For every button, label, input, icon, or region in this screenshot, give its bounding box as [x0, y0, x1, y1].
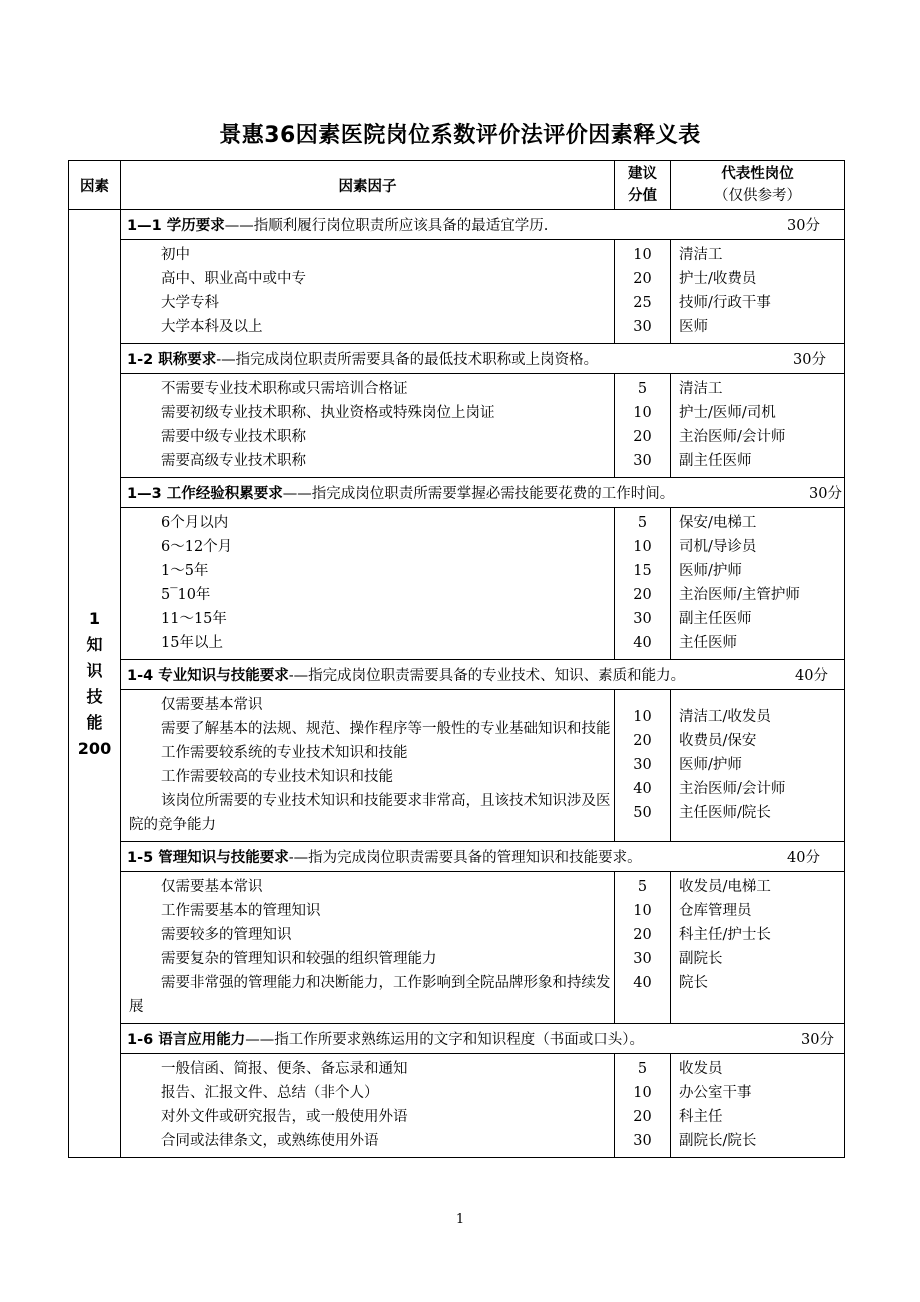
score-value: 10	[633, 405, 652, 421]
score-value: 30	[633, 951, 652, 967]
roles-cell	[671, 690, 845, 842]
section-heading	[121, 1024, 845, 1054]
category-char: 能	[86, 712, 103, 732]
category-char: 识	[86, 660, 103, 680]
items-cell	[121, 374, 615, 478]
list-item: 报告、汇报文件、总结（非个人）	[161, 1085, 379, 1101]
score-value: 50	[633, 805, 652, 821]
role-item: 护士/收费员	[679, 271, 757, 287]
list-item: 初中	[161, 247, 190, 263]
items-cell	[121, 872, 615, 1024]
score-value: 5	[637, 515, 648, 531]
section-row	[69, 210, 845, 240]
role-item: 副主任医师	[679, 453, 752, 469]
category-number: 1	[88, 608, 101, 628]
section-row	[69, 478, 845, 508]
score-value: 20	[633, 733, 652, 749]
list-item: 需要非常强的管理能力和决断能力，工作影响到全院品牌形象和持续发展	[129, 975, 611, 1015]
header-role-title: 代表性岗位	[721, 166, 794, 182]
page-number: 1	[455, 1212, 465, 1227]
role-item: 技师/行政干事	[679, 295, 771, 311]
values-cell	[615, 690, 671, 842]
role-item: 护士/医师/司机	[679, 405, 776, 421]
role-item: 主治医师/主管护师	[679, 587, 800, 603]
category-score: 200	[77, 738, 112, 758]
section-row	[69, 1024, 845, 1054]
section-heading	[121, 344, 845, 374]
items-cell	[121, 1054, 615, 1158]
score-value: 30	[633, 453, 652, 469]
score-value: 30	[633, 757, 652, 773]
score-value: 10	[633, 539, 652, 555]
role-item: 副院长	[679, 951, 723, 967]
values-cell	[615, 508, 671, 660]
list-item: 需要初级专业技术职称、执业资格或特殊岗位上岗证	[161, 405, 495, 421]
roles-cell	[671, 1054, 845, 1158]
list-item: 高中、职业高中或中专	[161, 271, 306, 287]
role-item: 收费员/保安	[679, 733, 757, 749]
score-value: 10	[633, 247, 652, 263]
section-title: 1-2 职称要求	[127, 352, 217, 368]
header-role-note: （仅供参考）	[714, 188, 801, 204]
role-item: 医师/护师	[679, 563, 742, 579]
section-title: 1-4 专业知识与技能要求	[127, 668, 289, 684]
section-points: 30分	[793, 352, 826, 368]
role-item: 司机/导诊员	[679, 539, 757, 555]
values-cell	[615, 374, 671, 478]
role-item: 收发员	[679, 1061, 723, 1077]
section-description: -—指完成岗位职责所需要具备的最低技术职称或上岗资格。	[216, 352, 599, 368]
section-title: 1-5 管理知识与技能要求	[127, 850, 289, 866]
section-title: 1—3 工作经验积累要求	[127, 486, 283, 502]
roles-cell	[671, 374, 845, 478]
list-item: 工作需要较系统的专业技术知识和技能	[161, 745, 408, 761]
list-item: 需要复杂的管理知识和较强的组织管理能力	[161, 951, 437, 967]
score-value: 20	[633, 587, 652, 603]
score-value: 25	[633, 295, 652, 311]
section-body	[69, 872, 845, 1024]
values-cell	[615, 1054, 671, 1158]
list-item: 仅需要基本常识	[161, 879, 263, 895]
values-cell	[615, 872, 671, 1024]
list-item: 该岗位所需要的专业技术知识和技能要求非常高，且该技术知识涉及医院的竞争能力	[129, 793, 611, 833]
list-item: 15年以上	[161, 635, 223, 651]
section-body	[69, 690, 845, 842]
list-item: 工作需要基本的管理知识	[161, 903, 321, 919]
list-item: 合同或法律条文，或熟练使用外语	[161, 1133, 379, 1149]
score-value: 20	[633, 271, 652, 287]
roles-cell	[671, 240, 845, 344]
category-cell	[69, 210, 121, 1158]
list-item: 需要较多的管理知识	[161, 927, 292, 943]
role-item: 科主任/护士长	[679, 927, 771, 943]
role-item: 主任医师	[679, 635, 737, 651]
list-item: 11～15年	[161, 611, 227, 627]
score-value: 15	[633, 563, 652, 579]
header-role	[671, 161, 845, 210]
section-row	[69, 842, 845, 872]
section-heading	[121, 210, 845, 240]
role-item: 清洁工	[679, 381, 723, 397]
list-item: 需要中级专业技术职称	[161, 429, 306, 445]
role-item: 仓库管理员	[679, 903, 752, 919]
score-value: 5	[637, 381, 648, 397]
list-item: 1～5年	[161, 563, 209, 579]
list-item: 大学本科及以上	[161, 319, 263, 335]
section-heading	[121, 660, 845, 690]
role-item: 院长	[679, 975, 708, 991]
score-value: 10	[633, 709, 652, 725]
score-value: 30	[633, 1133, 652, 1149]
score-value: 30	[633, 611, 652, 627]
list-item: 需要了解基本的法规、规范、操作程序等一般性的专业基础知识和技能	[161, 721, 611, 737]
table-header-row	[69, 161, 845, 210]
roles-cell	[671, 508, 845, 660]
page-title: 景惠36因素医院岗位系数评价法评价因素释义表	[219, 123, 701, 148]
section-body	[69, 508, 845, 660]
role-item: 办公室干事	[679, 1085, 752, 1101]
section-points: 30分	[787, 218, 820, 234]
category-char: 技	[86, 686, 103, 706]
items-cell	[121, 508, 615, 660]
section-description: ——指工作所要求熟练运用的文字和知识程度（书面或口头）。	[245, 1032, 644, 1048]
score-value: 20	[633, 927, 652, 943]
section-body	[69, 1054, 845, 1158]
section-row	[69, 660, 845, 690]
score-value: 10	[633, 903, 652, 919]
section-description: -—指完成岗位职责需要具备的专业技术、知识、素质和能力。	[288, 668, 686, 684]
role-item: 主治医师/会计师	[679, 781, 786, 797]
list-item: 6个月以内	[161, 515, 229, 531]
section-points: 30分	[809, 486, 842, 502]
category-char: 知	[86, 634, 103, 654]
section-points: 40分	[795, 668, 828, 684]
list-item: 对外文件或研究报告，或一般使用外语	[161, 1109, 408, 1125]
score-value: 40	[633, 975, 652, 991]
list-item: 工作需要较高的专业技术知识和技能	[161, 769, 393, 785]
section-heading	[121, 842, 845, 872]
score-value: 10	[633, 1085, 652, 1101]
roles-cell	[671, 872, 845, 1024]
score-value: 20	[633, 429, 652, 445]
role-item: 主治医师/会计师	[679, 429, 786, 445]
section-points: 40分	[787, 850, 820, 866]
section-body	[69, 240, 845, 344]
values-cell	[615, 240, 671, 344]
list-item: 一般信函、简报、便条、备忘录和通知	[161, 1061, 408, 1077]
section-heading	[121, 478, 845, 508]
score-value: 40	[633, 635, 652, 651]
role-item: 副主任医师	[679, 611, 752, 627]
list-item: 不需要专业技术职称或只需培训合格证	[161, 381, 408, 397]
list-item: 需要高级专业技术职称	[161, 453, 306, 469]
role-item: 清洁工	[679, 247, 723, 263]
score-value: 5	[637, 1061, 648, 1077]
header-value	[615, 161, 671, 210]
role-item: 医师/护师	[679, 757, 742, 773]
role-item: 副院长/院长	[679, 1133, 757, 1149]
score-value: 20	[633, 1109, 652, 1125]
role-item: 科主任	[679, 1109, 723, 1125]
header-sub-factor: 因素因子	[121, 161, 615, 210]
list-item: 5‾10年	[161, 587, 211, 603]
list-item: 大学专科	[161, 295, 219, 311]
section-description: -—指为完成岗位职责需要具备的管理知识和技能要求。	[288, 850, 642, 866]
items-cell	[121, 240, 615, 344]
role-item: 保安/电梯工	[679, 515, 757, 531]
score-value: 5	[637, 879, 648, 895]
section-row	[69, 344, 845, 374]
section-description: ——指顺利履行岗位职责所应该具备的最适宜学历.	[224, 218, 549, 234]
role-item: 清洁工/收发员	[679, 709, 771, 725]
list-item: 6～12个月	[161, 539, 233, 555]
header-factor: 因素	[69, 161, 121, 210]
list-item: 仅需要基本常识	[161, 697, 263, 713]
section-description: ——指完成岗位职责所需要掌握必需技能要花费的工作时间。	[282, 486, 675, 502]
section-title: 1—1 学历要求	[127, 218, 225, 234]
section-body	[69, 374, 845, 478]
section-points: 30分	[801, 1032, 834, 1048]
factor-table	[68, 160, 845, 1158]
section-title: 1-6 语言应用能力	[127, 1032, 246, 1048]
header-value-text: 建议分值	[627, 166, 657, 204]
items-cell	[121, 690, 615, 842]
score-value: 40	[633, 781, 652, 797]
role-item: 主任医师/院长	[679, 805, 771, 821]
score-value: 30	[633, 319, 652, 335]
role-item: 收发员/电梯工	[679, 879, 771, 895]
role-item: 医师	[679, 319, 708, 335]
